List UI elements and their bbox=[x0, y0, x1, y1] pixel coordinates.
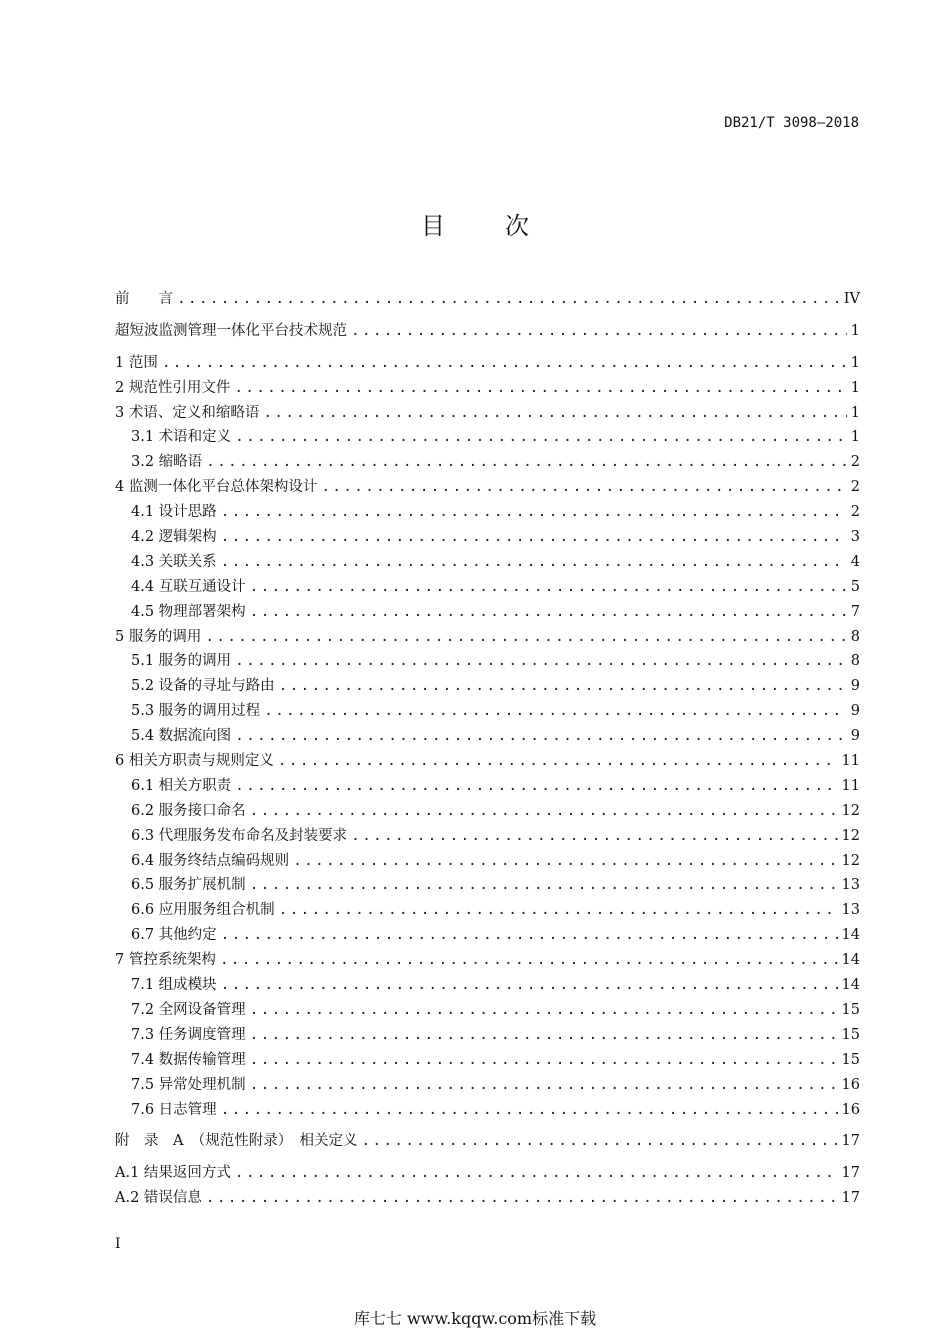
toc-page: 11 bbox=[841, 777, 860, 794]
dot-leader bbox=[221, 923, 838, 948]
toc-page: 12 bbox=[841, 827, 860, 844]
toc-label: 6 相关方职责与规则定义 bbox=[115, 753, 274, 770]
dot-leader bbox=[235, 649, 847, 674]
toc-label: 5.1 服务的调用 bbox=[131, 653, 232, 670]
toc-label: 7.4 数据传输管理 bbox=[131, 1051, 246, 1068]
toc-page: 3 bbox=[850, 529, 860, 546]
toc-page: 8 bbox=[850, 628, 860, 645]
dot-leader bbox=[221, 1098, 838, 1123]
dot-leader bbox=[351, 319, 847, 344]
toc-label: 4.3 关联关系 bbox=[131, 553, 217, 570]
toc-page: 9 bbox=[850, 728, 860, 745]
toc-page: 16 bbox=[841, 1076, 860, 1093]
toc-entry[interactable] bbox=[115, 1161, 860, 1186]
toc-page: IV bbox=[843, 291, 860, 307]
toc-page: 17 bbox=[841, 1133, 860, 1150]
toc-label: 7.3 任务调度管理 bbox=[131, 1026, 246, 1043]
dot-leader bbox=[263, 401, 846, 426]
toc-entry[interactable] bbox=[115, 649, 860, 674]
toc-entry[interactable] bbox=[115, 948, 860, 973]
toc-page: 1 bbox=[850, 379, 860, 396]
toc-page: 2 bbox=[850, 454, 860, 471]
dot-leader bbox=[220, 948, 838, 973]
dot-leader bbox=[235, 724, 847, 749]
dot-leader bbox=[250, 799, 838, 824]
toc-label: 3.1 术语和定义 bbox=[131, 429, 232, 446]
toc-page: 12 bbox=[841, 852, 860, 869]
dot-leader bbox=[250, 600, 847, 625]
toc-label: 6.6 应用服务组合机制 bbox=[131, 902, 275, 919]
toc-label: 超短波监测管理一体化平台技术规范 bbox=[115, 322, 347, 339]
toc-entry[interactable] bbox=[115, 1129, 860, 1154]
toc-label: 6.3 代理服务发布命名及封装要求 bbox=[131, 827, 348, 844]
dot-leader bbox=[206, 1186, 838, 1211]
toc-page: 1 bbox=[850, 354, 860, 371]
toc-page: 9 bbox=[850, 703, 860, 720]
dot-leader bbox=[279, 674, 847, 699]
toc-page: 1 bbox=[850, 322, 860, 339]
toc-label: 3.2 缩略语 bbox=[131, 454, 203, 471]
toc-label: 3 术语、定义和缩略语 bbox=[115, 404, 260, 421]
toc-label: A.2 错误信息 bbox=[115, 1190, 202, 1207]
toc-entry[interactable] bbox=[115, 774, 860, 799]
dot-leader bbox=[250, 1023, 838, 1048]
dot-leader bbox=[250, 998, 838, 1023]
dot-leader bbox=[250, 1048, 838, 1073]
toc-label: 4.4 互联互通设计 bbox=[131, 578, 246, 595]
toc-label: 5.2 设备的寻址与路由 bbox=[131, 678, 275, 695]
dot-leader bbox=[250, 873, 838, 898]
toc-label: 1 范围 bbox=[115, 354, 158, 371]
dot-leader bbox=[264, 699, 847, 724]
toc-page: 1 bbox=[850, 404, 860, 421]
title-char: 次 bbox=[505, 212, 529, 240]
toc-entry[interactable] bbox=[115, 319, 860, 344]
dot-leader bbox=[221, 525, 847, 550]
footer-watermark: 库七七 www.kqqw.com标准下载 bbox=[353, 1309, 597, 1328]
toc-page: 13 bbox=[841, 877, 860, 894]
toc-page: 5 bbox=[850, 578, 860, 595]
toc-entry[interactable] bbox=[115, 500, 860, 525]
dot-leader bbox=[221, 973, 838, 998]
dot-leader bbox=[177, 287, 840, 312]
dot-leader bbox=[235, 774, 837, 799]
toc-entry[interactable] bbox=[115, 1048, 860, 1073]
toc-page: 14 bbox=[841, 952, 860, 969]
toc-label: 7.1 组成模块 bbox=[131, 977, 217, 994]
dot-leader bbox=[206, 450, 847, 475]
toc-page: 15 bbox=[841, 1051, 860, 1068]
toc-label: 4 监测一体化平台总体架构设计 bbox=[115, 479, 318, 496]
toc-page: 2 bbox=[850, 504, 860, 521]
dot-leader bbox=[162, 351, 847, 376]
dot-leader bbox=[321, 475, 846, 500]
toc-entry[interactable] bbox=[115, 1023, 860, 1048]
toc-label: 5.3 服务的调用过程 bbox=[131, 703, 261, 720]
toc-label: 7 管控系统架构 bbox=[115, 952, 216, 969]
dot-leader bbox=[221, 500, 847, 525]
title-char: 目 bbox=[421, 212, 445, 240]
page-title bbox=[0, 206, 950, 241]
toc-entry[interactable] bbox=[115, 1073, 860, 1098]
toc-label: 4.2 逻辑架构 bbox=[131, 529, 217, 546]
toc-entry[interactable] bbox=[115, 998, 860, 1023]
toc-entry[interactable] bbox=[115, 749, 860, 774]
toc-page: 13 bbox=[841, 902, 860, 919]
dot-leader bbox=[278, 749, 838, 774]
toc-entry[interactable] bbox=[115, 849, 860, 874]
toc-label: 前 言 bbox=[115, 291, 173, 307]
toc-page: 15 bbox=[841, 1001, 860, 1018]
toc-label: 4.5 物理部署架构 bbox=[131, 603, 246, 620]
toc-page: 4 bbox=[850, 553, 860, 570]
toc-entry[interactable] bbox=[115, 873, 860, 898]
toc-page: 14 bbox=[841, 927, 860, 944]
toc-entry[interactable] bbox=[115, 351, 860, 376]
dot-leader bbox=[250, 1073, 838, 1098]
toc-entry[interactable] bbox=[115, 898, 860, 923]
toc-entry[interactable] bbox=[115, 287, 860, 312]
toc-entry[interactable] bbox=[115, 824, 860, 849]
toc-entry[interactable] bbox=[115, 973, 860, 998]
toc-page: 8 bbox=[850, 653, 860, 670]
toc-entry[interactable] bbox=[115, 799, 860, 824]
toc-entry[interactable] bbox=[115, 550, 860, 575]
toc-entry[interactable] bbox=[115, 724, 860, 749]
toc-page: 9 bbox=[850, 678, 860, 695]
toc-entry[interactable] bbox=[115, 450, 860, 475]
toc-label: 7.6 日志管理 bbox=[131, 1101, 217, 1118]
toc-page: 17 bbox=[841, 1190, 860, 1207]
dot-leader bbox=[235, 425, 847, 450]
table-of-contents bbox=[115, 287, 860, 1211]
dot-leader bbox=[235, 1161, 838, 1186]
toc-page: 2 bbox=[850, 479, 860, 496]
toc-entry[interactable] bbox=[115, 376, 860, 401]
toc-entry[interactable] bbox=[115, 401, 860, 426]
toc-page: 14 bbox=[841, 977, 860, 994]
toc-label: 6.1 相关方职责 bbox=[131, 777, 232, 794]
standard-number: DB21/T 3098—2018 bbox=[724, 115, 859, 131]
toc-label: 4.1 设计思路 bbox=[131, 504, 217, 521]
toc-label: 6.4 服务终结点编码规则 bbox=[131, 852, 290, 869]
dot-leader bbox=[234, 376, 846, 401]
toc-entry[interactable] bbox=[115, 600, 860, 625]
toc-label: A.1 结果返回方式 bbox=[115, 1165, 231, 1182]
toc-entry[interactable] bbox=[115, 625, 860, 650]
toc-label: 2 规范性引用文件 bbox=[115, 379, 231, 396]
dot-leader bbox=[279, 898, 838, 923]
toc-page: 7 bbox=[850, 603, 860, 620]
toc-label: 附 录 A （规范性附录） 相关定义 bbox=[115, 1133, 358, 1150]
dot-leader bbox=[221, 550, 847, 575]
toc-label: 5.4 数据流向图 bbox=[131, 728, 232, 745]
dot-leader bbox=[361, 1129, 837, 1154]
toc-entry[interactable] bbox=[115, 475, 860, 500]
toc-entry[interactable] bbox=[115, 674, 860, 699]
dot-leader bbox=[351, 824, 837, 849]
toc-page: 11 bbox=[841, 753, 860, 770]
toc-label: 6.5 服务扩展机制 bbox=[131, 877, 246, 894]
toc-label: 5 服务的调用 bbox=[115, 628, 202, 645]
toc-page: 15 bbox=[841, 1026, 860, 1043]
dot-leader bbox=[250, 575, 847, 600]
toc-label: 7.5 异常处理机制 bbox=[131, 1076, 246, 1093]
toc-label: 6.2 服务接口命名 bbox=[131, 802, 246, 819]
toc-page: 12 bbox=[841, 802, 860, 819]
toc-entry[interactable] bbox=[115, 525, 860, 550]
toc-label: 6.7 其他约定 bbox=[131, 927, 217, 944]
toc-label: 7.2 全网设备管理 bbox=[131, 1001, 246, 1018]
toc-page: 17 bbox=[841, 1165, 860, 1182]
toc-entry[interactable] bbox=[115, 575, 860, 600]
toc-entry[interactable] bbox=[115, 699, 860, 724]
toc-entry[interactable] bbox=[115, 1186, 860, 1211]
dot-leader bbox=[293, 849, 837, 874]
dot-leader bbox=[205, 625, 846, 650]
toc-page: 1 bbox=[850, 429, 860, 446]
toc-entry[interactable] bbox=[115, 425, 860, 450]
page-number: I bbox=[115, 1236, 121, 1252]
toc-page: 16 bbox=[841, 1101, 860, 1118]
toc-entry[interactable] bbox=[115, 1098, 860, 1123]
toc-entry[interactable] bbox=[115, 923, 860, 948]
